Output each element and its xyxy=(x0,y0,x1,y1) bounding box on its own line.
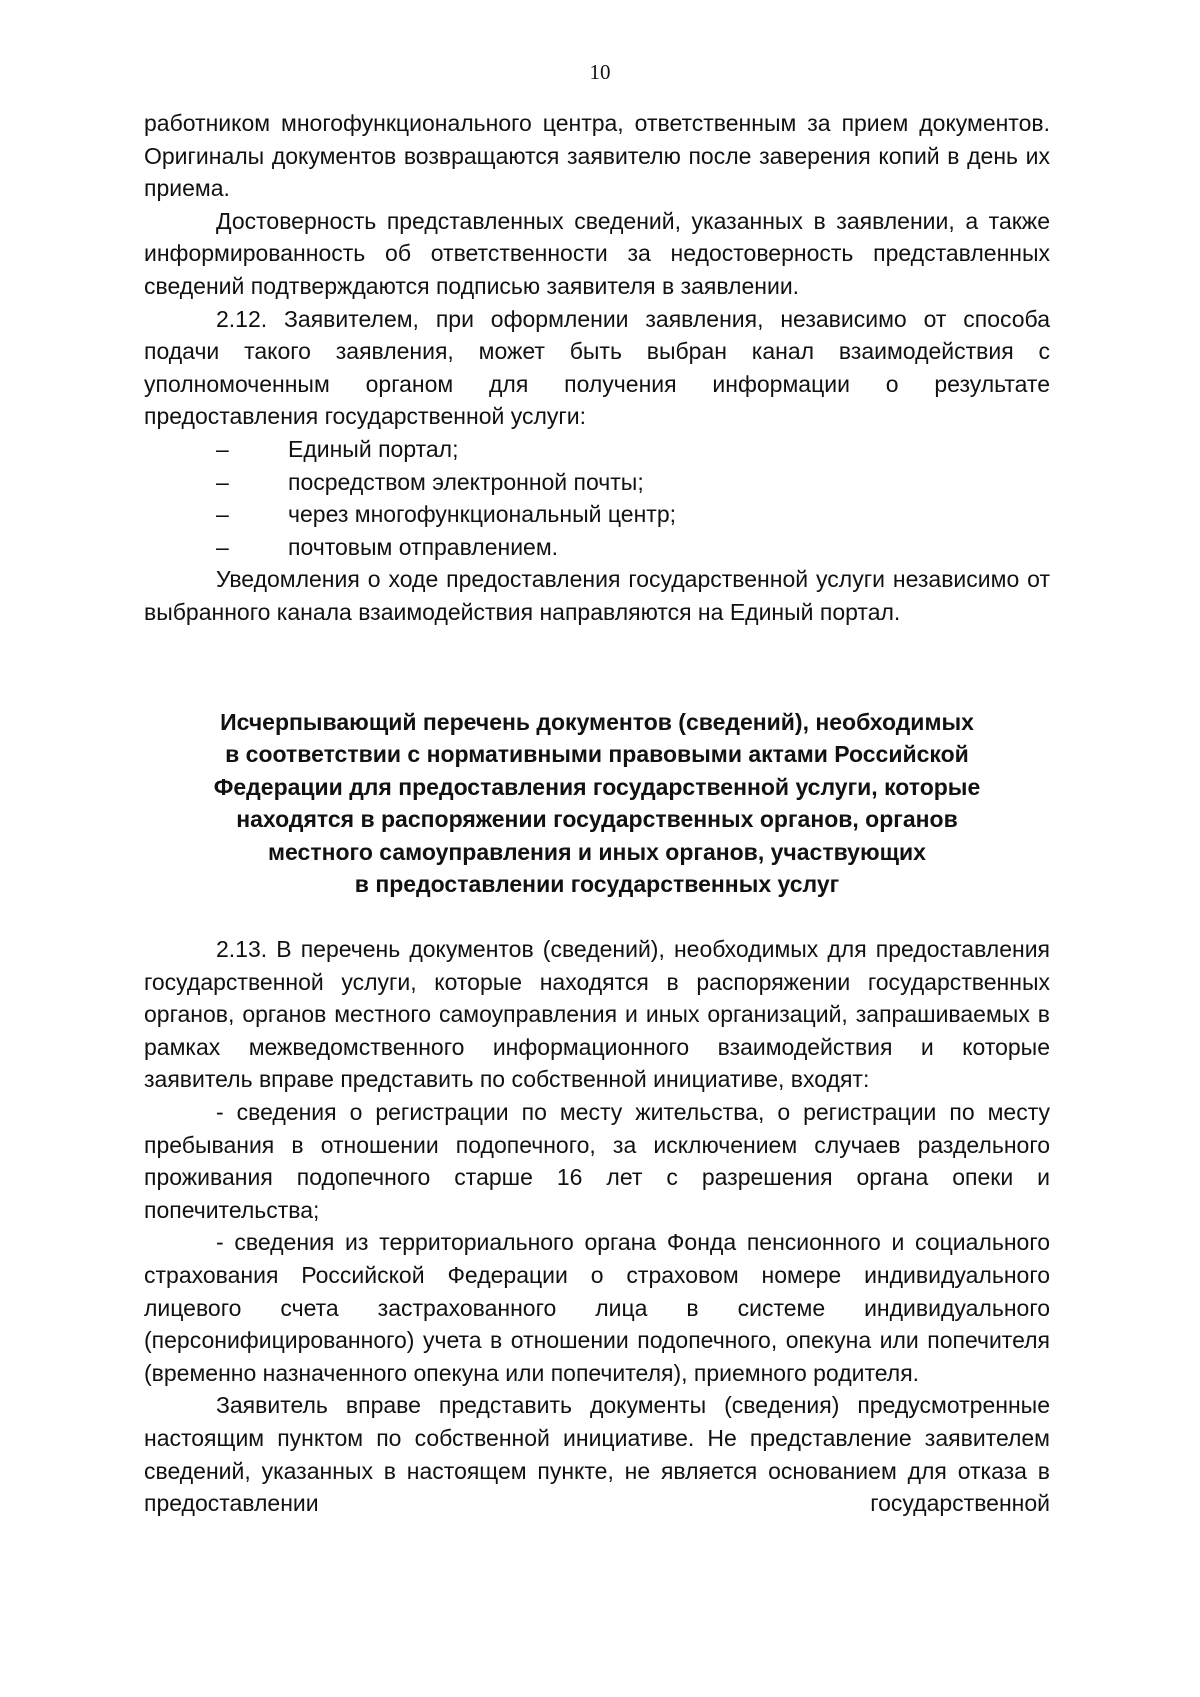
list-item xyxy=(144,433,1050,466)
heading-line: местного самоуправления и иных органов, участвующих xyxy=(268,838,926,865)
heading-line: находятся в распоряжении государственных органов, органов xyxy=(236,806,958,833)
heading-line: в соответствии с нормативными правовыми актами Российской xyxy=(225,741,969,768)
list-item-text: посредством электронной почты; xyxy=(288,468,644,495)
list-item xyxy=(144,531,1050,564)
paragraph-registration-info: - сведения о регистрации по месту жительства, о регистрации по месту пребывания в отношении подопечного, за исключением случаев раздельного проживания подопечного старше 16 лет с разрешения органа опеки и попечительства; xyxy=(144,1099,1050,1223)
paragraph-2-13: 2.13. В перечень документов (сведений), необходимых для предоставления государственной услуги, которые находятся в распоряжении государственных органов, органов местного самоуправления и иных организаций, запрашиваемых в рамках межведомственного информационного взаимодействия и которые заявитель вправе представить по собственной инициативе, входят: xyxy=(144,936,1050,1093)
paragraph-own-initiative: Заявитель вправе представить документы (сведения) предусмотренные настоящим пунктом по собственной инициативе. Не представление заявителем сведений, указанных в настоящем пункте, не является основанием для отказа в предоставлении государственной xyxy=(144,1392,1050,1517)
list-item xyxy=(144,466,1050,499)
paragraph-2-12: 2.12. Заявителем, при оформлении заявления, независимо от способа подачи такого заявления, может быть выбран канал взаимодействия с уполномоченным органом для получения информации о результате предоставления государственной услуги: xyxy=(144,305,1050,430)
paragraph-pension-fund-info: - сведения из территориального органа Фонда пенсионного и социального страхования Российской Федерации о страховом номере индивидуального лицевого счета застрахованного лица в системе индивидуального (персонифицированного) учета в отношении подопечного, опекуна или попечителя (временно назначенного опекуна или попечителя), приемного родителя. xyxy=(144,1229,1050,1386)
heading-line: Исчерпывающий перечень документов (сведений), необходимых xyxy=(220,708,974,735)
list-item-text: почтовым отправлением. xyxy=(288,533,559,560)
document-body xyxy=(144,107,1050,1520)
list-dash: – xyxy=(216,501,229,528)
list-dash: – xyxy=(216,435,229,462)
paragraph-accuracy: Достоверность представленных сведений, указанных в заявлении, а также информированность об ответственности за недостоверность представленных сведений подтверждаются подписью заявителя в заявлении. xyxy=(144,207,1050,299)
list-item-text: Единый портал; xyxy=(288,435,459,462)
paragraph-notifications: Уведомления о ходе предоставления государственной услуги независимо от выбранного канала взаимодействия направляются на Единый портал. xyxy=(144,566,1050,625)
list-item-text: через многофункциональный центр; xyxy=(288,501,677,528)
heading-line: Федерации для предоставления государственной услуги, которые xyxy=(213,773,981,800)
channel-list xyxy=(144,433,1050,563)
list-item xyxy=(144,498,1050,531)
section-heading xyxy=(144,706,1050,902)
paragraph-mfc-documents: работником многофункционального центра, ответственным за прием документов. Оригиналы документов возвращаются заявителю после заверения копий в день их приема. xyxy=(144,110,1050,202)
list-dash: – xyxy=(216,468,229,495)
list-dash: – xyxy=(216,533,229,560)
page-number: 10 xyxy=(589,60,611,84)
heading-line: в предоставлении государственных услуг xyxy=(354,871,840,898)
